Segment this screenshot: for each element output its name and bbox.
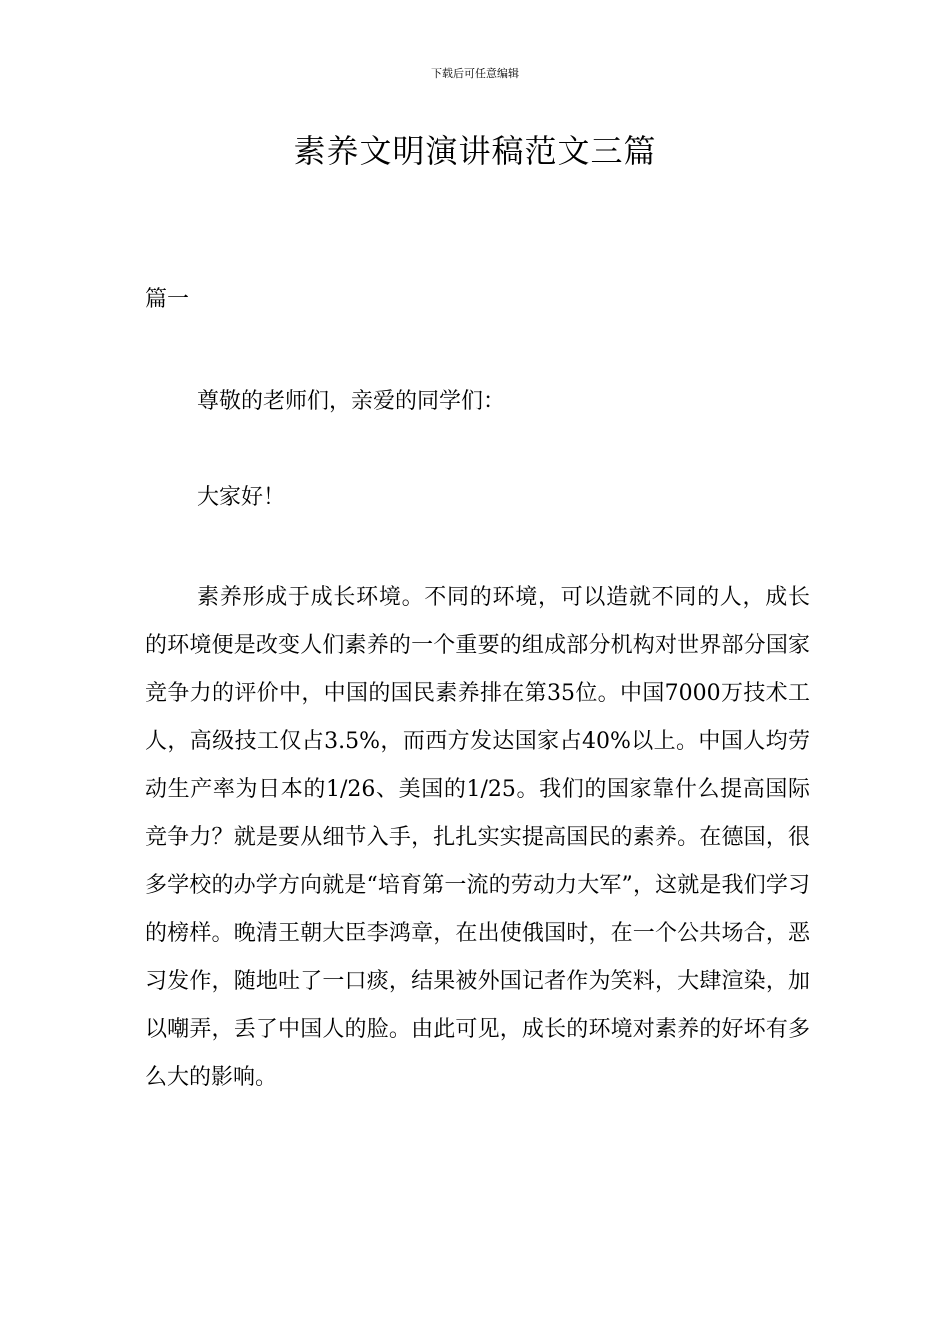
body-paragraph: 素养形成于成长环境。不同的环境，可以造就不同的人，成长的环境便是改变人们素养的一个重要的组成部分机构对世界部分国家竞争力的评价中，中国的国民素养排在第35位。中国7000万技术工人，高级技工仅占3.5%，而西方发达国家占40%以上。中国人均劳动生产率为日本的1/26、美国的1/25。我们的国家靠什么提高国际竞争力？就是要从细节入手，扎扎实实提高国民的素养。在德国，很多学校的办学方向就是“培育第一流的劳动力大军”，这就是我们学习的榜样。晚清王朝大臣李鸿章，在出使俄国时，在一个公共场合，恶习发作，随地吐了一口痰，结果被外国记者作为笑料，大肆渲染，加以嘲弄，丢了中国人的脸。由此可见，成长的环境对素养的好坏有多么大的影响。 xyxy=(145,585,810,1090)
document-title: 素养文明演讲稿范文三篇 xyxy=(293,132,657,170)
header-note: 下载后可任意编辑 xyxy=(431,67,519,80)
greeting-paragraph: 大家好！ xyxy=(197,485,286,510)
salutation-paragraph: 尊敬的老师们，亲爱的同学们： xyxy=(197,389,506,414)
section-label: 篇一 xyxy=(145,287,190,312)
